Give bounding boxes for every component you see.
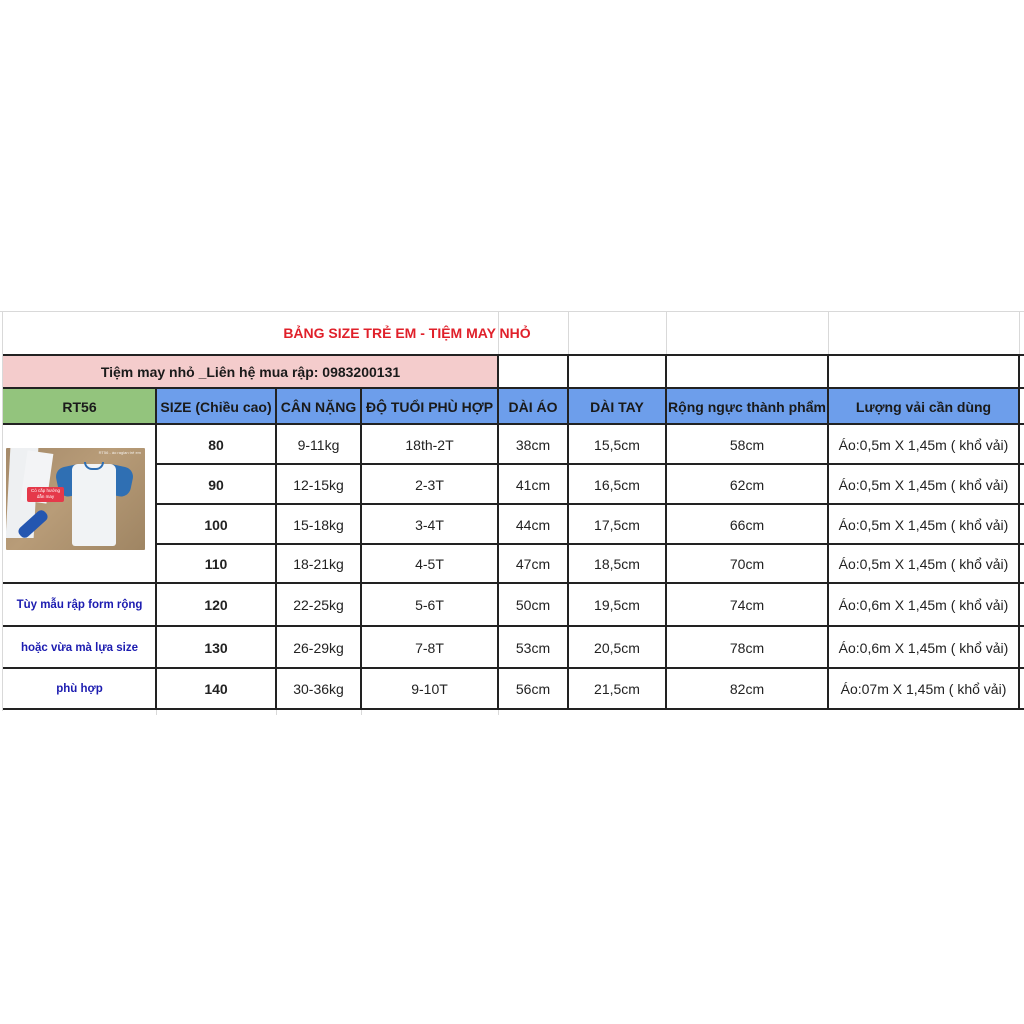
contact-banner: Tiệm may nhỏ _Liên hệ mua rập: 0983200131	[3, 355, 498, 388]
cell-chest: 70cm	[729, 556, 765, 572]
cell-weight: 12-15kg	[293, 476, 344, 493]
header-weight: CÂN NẶNG	[276, 389, 361, 424]
cell-sleeve: 20,5cm	[594, 639, 640, 656]
cell-size: 100	[204, 516, 228, 533]
cell-chest: 58cm	[729, 436, 765, 453]
gridline	[666, 311, 667, 355]
border-line	[3, 354, 1024, 356]
cell-sleeve: 19,5cm	[594, 597, 640, 613]
border-line	[497, 354, 499, 710]
border-line	[665, 354, 667, 710]
header-shirt-length: DÀI ÁO	[498, 389, 568, 424]
cell-chest: 62cm	[729, 476, 765, 493]
cell-chest: 66cm	[729, 516, 765, 533]
cell-length: 53cm	[515, 639, 551, 656]
note-line: phù hợp	[56, 683, 103, 695]
border-line	[567, 354, 569, 710]
photo-tag: Có cắp hướng dẫn may	[27, 487, 64, 502]
header-age: ĐỘ TUỔI PHÙ HỢP	[361, 389, 498, 424]
cell-age: 3-4T	[415, 516, 444, 533]
cell-size: 140	[204, 681, 228, 697]
cell-fabric: Áo:0,5m X 1,45m ( khổ vải)	[838, 516, 1009, 533]
sheet-title: BẢNG SIZE TRẺ EM - TIỆM MAY NHỎ	[283, 325, 531, 341]
cell-fabric: Áo:0,6m X 1,45m ( khổ vải)	[838, 597, 1009, 613]
cell-size: 90	[208, 476, 224, 493]
cell-sleeve: 15,5cm	[594, 436, 640, 453]
cell-age: 9-10T	[411, 681, 448, 697]
cell-age: 2-3T	[415, 476, 444, 493]
border-line	[156, 463, 1024, 465]
header-fabric-amount: Lượng vải cần dùng	[828, 389, 1019, 424]
cell-sleeve: 17,5cm	[594, 516, 640, 533]
cell-size: 110	[204, 556, 228, 572]
header-chest-width: Rộng ngực thành phẩm	[666, 389, 828, 424]
header-size: SIZE (Chiều cao)	[156, 389, 276, 424]
border-line	[360, 387, 362, 710]
cell-sleeve: 16,5cm	[594, 476, 640, 493]
cell-fabric: Áo:07m X 1,45m ( khổ vải)	[840, 681, 1007, 697]
cell-fabric: Áo:0,5m X 1,45m ( khổ vải)	[838, 556, 1009, 572]
border-line	[275, 387, 277, 710]
header-sleeve-length: DÀI TAY	[568, 389, 666, 424]
tshirt-product-photo	[6, 448, 145, 550]
cell-length: 41cm	[515, 476, 551, 493]
cell-sleeve: 21,5cm	[594, 681, 640, 697]
border-line	[156, 543, 1024, 545]
cell-length: 38cm	[515, 436, 551, 453]
note-line: Tùy mẫu rập form rộng	[16, 599, 143, 611]
border-line	[156, 503, 1024, 505]
gridline	[1019, 311, 1020, 355]
cell-size: 130	[204, 639, 228, 656]
cell-fabric: Áo:0,6m X 1,45m ( khổ vải)	[838, 639, 1009, 656]
cell-age: 18th-2T	[405, 436, 454, 453]
cell-weight: 15-18kg	[293, 516, 344, 533]
cell-chest: 82cm	[729, 681, 765, 697]
cell-age: 5-6T	[415, 597, 444, 613]
photo-caption: RT56 - áo raglan trẻ em	[98, 450, 141, 455]
cell-chest: 74cm	[729, 597, 765, 613]
pattern-code: RT56	[3, 389, 156, 424]
cell-weight: 22-25kg	[293, 597, 344, 613]
note-line: hoặc vừa mà lựa size	[20, 641, 139, 654]
cell-size: 80	[208, 436, 224, 453]
cell-sleeve: 18,5cm	[594, 556, 640, 572]
border-line	[827, 354, 829, 710]
border-line	[155, 387, 157, 710]
cell-age: 4-5T	[415, 556, 444, 572]
cell-size: 120	[204, 597, 228, 613]
cell-length: 44cm	[515, 516, 551, 533]
cell-weight: 26-29kg	[293, 639, 344, 656]
cell-chest: 78cm	[729, 639, 765, 656]
shirt-body	[72, 464, 116, 546]
border-line	[1018, 354, 1020, 710]
cell-fabric: Áo:0,5m X 1,45m ( khổ vải)	[838, 436, 1009, 453]
cell-weight: 9-11kg	[297, 436, 340, 453]
cell-length: 47cm	[515, 556, 551, 572]
cell-length: 50cm	[515, 597, 551, 613]
cell-age: 7-8T	[415, 639, 444, 656]
empty-header-cells	[498, 355, 1019, 388]
cell-length: 56cm	[515, 681, 551, 697]
cell-weight: 18-21kg	[293, 556, 344, 572]
cell-fabric: Áo:0,5m X 1,45m ( khổ vải)	[838, 476, 1009, 493]
gridline	[828, 311, 829, 355]
cell-weight: 30-36kg	[293, 681, 344, 697]
